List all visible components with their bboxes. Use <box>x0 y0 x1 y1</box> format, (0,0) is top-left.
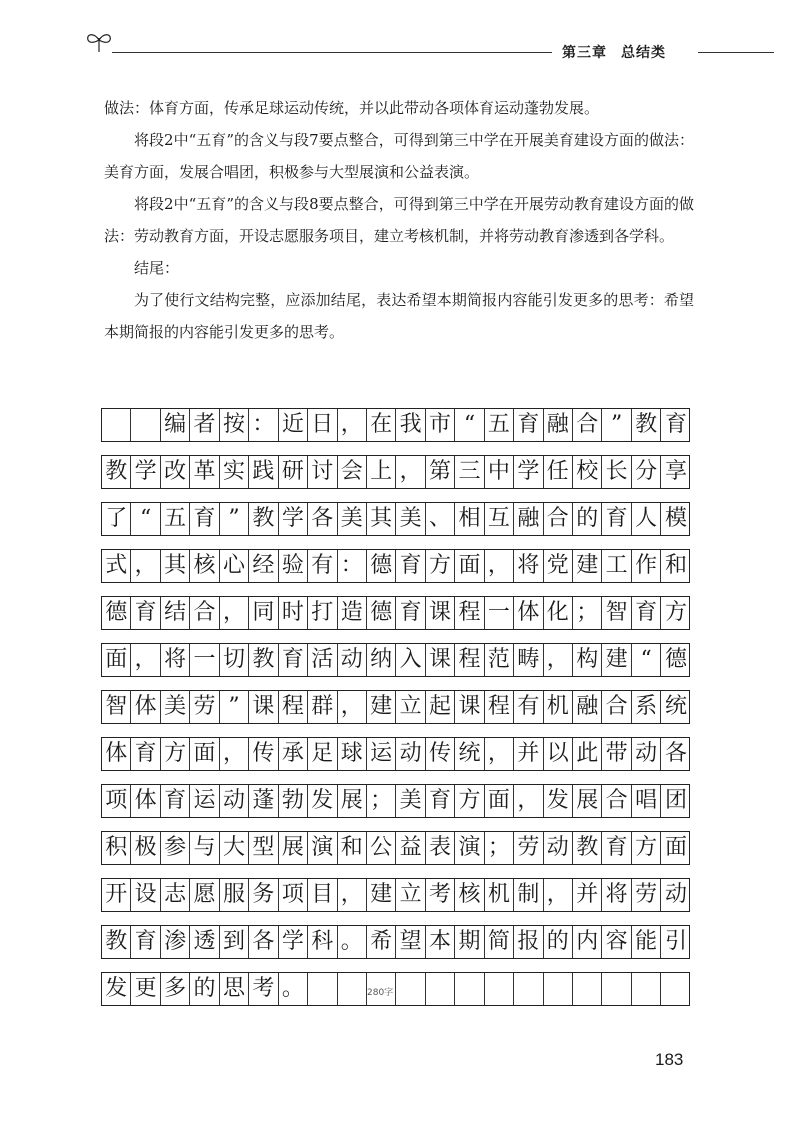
grid-cell: 体 <box>131 691 160 723</box>
grid-cell: 和 <box>338 832 367 864</box>
grid-cell: 的 <box>190 973 219 1005</box>
grid-cell: 融 <box>514 503 543 535</box>
grid-cell: 务 <box>249 879 278 911</box>
grid-cell: 并 <box>573 879 602 911</box>
grid-cell: ： <box>249 409 278 441</box>
grid-cell: 建 <box>367 691 396 723</box>
grid-cell: 模 <box>665 506 688 531</box>
grid-cell: 传 <box>249 738 278 770</box>
grid-cell: 一 <box>485 597 514 629</box>
grid-cell: 育 <box>602 832 631 864</box>
grid-cell: 学 <box>279 503 308 535</box>
grid-cell: ， <box>131 550 160 582</box>
grid-cell: 。 <box>338 926 367 958</box>
grid-cell: 方 <box>632 832 661 864</box>
grid-cell: 和 <box>665 553 688 578</box>
grid-cell: 学 <box>131 456 160 488</box>
grid-cell: 蓬 <box>249 785 278 817</box>
composition-grid <box>101 408 690 1019</box>
header-rule-right <box>698 52 774 53</box>
grid-cell <box>308 973 337 1005</box>
grid-row <box>101 831 690 865</box>
grid-cell: 程 <box>455 597 484 629</box>
grid-cell: 三 <box>455 456 484 488</box>
grid-cell: 多 <box>161 973 190 1005</box>
grid-cell: 德 <box>367 550 396 582</box>
grid-cell: 育 <box>131 926 160 958</box>
grid-cell: 上 <box>367 456 396 488</box>
grid-cell: 合 <box>190 597 219 629</box>
grid-cell: 运 <box>367 738 396 770</box>
grid-cell: 动 <box>220 785 249 817</box>
grid-cell: 并 <box>514 738 543 770</box>
grid-cell: 美 <box>338 503 367 535</box>
grid-cell: 互 <box>485 503 514 535</box>
grid-cell: 本 <box>426 926 455 958</box>
grid-cell <box>573 973 602 1005</box>
grid-cell: 目 <box>308 879 337 911</box>
grid-cell: 构 <box>573 644 602 676</box>
grid-cell: 育 <box>131 597 160 629</box>
grid-cell: 教 <box>102 926 131 958</box>
grid-cell: 思 <box>220 973 249 1005</box>
grid-cell: 志 <box>161 879 190 911</box>
grid-cell: 实 <box>220 456 249 488</box>
grid-cell: 同 <box>249 597 278 629</box>
grid-cell: 育 <box>190 503 219 535</box>
grid-cell: 展 <box>573 785 602 817</box>
grid-row <box>101 643 690 677</box>
grid-cell: “ <box>455 409 484 441</box>
grid-cell: 方 <box>665 600 688 625</box>
grid-cell: 入 <box>396 644 425 676</box>
grid-cell: 报 <box>514 926 543 958</box>
grid-cell: 以 <box>544 738 573 770</box>
grid-cell: 运 <box>190 785 219 817</box>
grid-cell: ” <box>220 503 249 535</box>
grid-cell: 传 <box>426 738 455 770</box>
grid-cell: 校 <box>573 456 602 488</box>
grid-cell: 市 <box>426 409 455 441</box>
grid-cell: ， <box>485 738 514 770</box>
grid-cell: 发 <box>544 785 573 817</box>
grid-cell: 建 <box>602 644 631 676</box>
grid-cell: 融 <box>544 409 573 441</box>
grid-cell: 科 <box>308 926 337 958</box>
grid-cell: 唱 <box>632 785 661 817</box>
grid-cell: 动 <box>338 644 367 676</box>
grid-row <box>101 596 690 630</box>
grid-cell: 教 <box>249 503 278 535</box>
grid-cell: 我 <box>396 409 425 441</box>
grid-cell <box>602 973 631 1005</box>
grid-cell: 德 <box>665 647 688 672</box>
grid-cell <box>102 409 131 441</box>
grid-cell: 的 <box>544 926 573 958</box>
grid-cell: 愿 <box>190 879 219 911</box>
grid-cell: 项 <box>279 879 308 911</box>
grid-cell: 践 <box>249 456 278 488</box>
grid-cell: 面 <box>190 738 219 770</box>
grid-cell: 畴 <box>514 644 543 676</box>
grid-cell: 式 <box>102 550 131 582</box>
grid-cell: 劳 <box>632 879 661 911</box>
grid-cell: 机 <box>485 879 514 911</box>
grid-cell: 透 <box>190 926 219 958</box>
grid-cell: 育 <box>514 409 543 441</box>
grid-cell: 长 <box>602 456 631 488</box>
grid-cell: 范 <box>485 644 514 676</box>
grid-row <box>101 690 690 724</box>
grid-cell: 程 <box>455 644 484 676</box>
grid-cell: 心 <box>220 550 249 582</box>
grid-cell: 五 <box>485 409 514 441</box>
grid-cell: 者 <box>190 409 219 441</box>
grid-cell: 渗 <box>161 926 190 958</box>
grid-cell: 面 <box>485 785 514 817</box>
grid-cell: ； <box>573 597 602 629</box>
grid-cell: 验 <box>279 550 308 582</box>
grid-cell: 育 <box>396 597 425 629</box>
sprout-logo-icon <box>84 30 114 54</box>
grid-cell: ， <box>220 597 249 629</box>
grid-cell: 按 <box>220 409 249 441</box>
grid-cell: 建 <box>573 550 602 582</box>
grid-cell: 开 <box>102 879 131 911</box>
grid-cell: 切 <box>220 644 249 676</box>
grid-cell: 分 <box>632 456 661 488</box>
grid-cell: 动 <box>632 738 661 770</box>
grid-cell: 面 <box>455 550 484 582</box>
grid-cell: 智 <box>102 691 131 723</box>
grid-cell: 各 <box>249 926 278 958</box>
grid-cell: 建 <box>367 879 396 911</box>
grid-cell: 到 <box>220 926 249 958</box>
grid-cell: 足 <box>308 738 337 770</box>
grid-cell <box>632 973 661 1005</box>
grid-cell: 党 <box>544 550 573 582</box>
grid-cell: 期 <box>455 926 484 958</box>
grid-cell: ， <box>544 879 573 911</box>
grid-cell: 演 <box>308 832 337 864</box>
grid-cell: 极 <box>131 832 160 864</box>
grid-cell: 融 <box>573 691 602 723</box>
paragraph: 为了使行文结构完整，应添加结尾，表达希望本期简报内容能引发更多的思考：希望本期简报的内容能引发更多的思考。 <box>104 291 694 341</box>
grid-cell: 革 <box>190 456 219 488</box>
grid-cell: 合 <box>544 503 573 535</box>
grid-cell: 更 <box>131 973 160 1005</box>
grid-cell: 育 <box>279 644 308 676</box>
grid-cell: ， <box>485 550 514 582</box>
grid-row <box>101 972 690 1006</box>
grid-cell: 制 <box>514 879 543 911</box>
paragraph: 将段2中“五育”的含义与段7要点整合，可得到第三中学在开展美育建设方面的做法：美育方面，发展合唱团，积极参与大型展演和公益表演。 <box>104 131 694 181</box>
grid-cell <box>485 973 514 1005</box>
grid-cell: 享 <box>665 459 688 484</box>
chapter-title <box>562 42 666 62</box>
grid-cell: 时 <box>279 597 308 629</box>
grid-cell: 作 <box>632 550 661 582</box>
grid-cell: 起 <box>426 691 455 723</box>
grid-cell: 方 <box>426 550 455 582</box>
grid-cell: ， <box>338 409 367 441</box>
grid-cell: 体 <box>514 597 543 629</box>
grid-row <box>101 737 690 771</box>
grid-cell: 动 <box>544 832 573 864</box>
grid-cell: 勃 <box>279 785 308 817</box>
grid-cell: 日 <box>308 409 337 441</box>
grid-cell: 型 <box>249 832 278 864</box>
grid-cell: 体 <box>131 785 160 817</box>
grid-cell: 表 <box>426 832 455 864</box>
grid-cell: 合 <box>573 409 602 441</box>
grid-cell: 有 <box>514 691 543 723</box>
grid-cell: 承 <box>279 738 308 770</box>
page-header <box>0 0 800 80</box>
grid-cell: ” <box>220 691 249 723</box>
grid-cell: 合 <box>602 691 631 723</box>
grid-cell: 育 <box>602 503 631 535</box>
grid-cell: 程 <box>485 691 514 723</box>
grid-cell <box>131 409 160 441</box>
grid-cell: 立 <box>396 879 425 911</box>
grid-cell: ， <box>338 879 367 911</box>
grid-cell: 球 <box>338 738 367 770</box>
grid-cell: 德 <box>102 597 131 629</box>
grid-cell: ， <box>544 644 573 676</box>
grid-cell: 智 <box>602 597 631 629</box>
grid-cell: 动 <box>665 882 688 907</box>
grid-cell: 方 <box>161 738 190 770</box>
grid-cell: ； <box>485 832 514 864</box>
grid-cell: 积 <box>102 832 131 864</box>
grid-cell: 动 <box>396 738 425 770</box>
grid-cell: 纳 <box>367 644 396 676</box>
grid-cell: 中 <box>485 456 514 488</box>
grid-cell: 课 <box>426 597 455 629</box>
grid-cell: 打 <box>308 597 337 629</box>
category-label: 总结类 <box>621 45 666 61</box>
grid-cell: 系 <box>632 691 661 723</box>
grid-cell: 育 <box>396 550 425 582</box>
body-text <box>104 92 694 348</box>
grid-cell: 群 <box>308 691 337 723</box>
grid-cell: 演 <box>455 832 484 864</box>
grid-cell: 体 <box>102 738 131 770</box>
grid-cell: 服 <box>220 879 249 911</box>
grid-row <box>101 925 690 959</box>
grid-cell: 程 <box>279 691 308 723</box>
grid-cell: 有 <box>308 550 337 582</box>
grid-cell: 与 <box>190 832 219 864</box>
paragraph: 将段2中“五育”的含义与段8要点整合，可得到第三中学在开展劳动教育建设方面的做法：劳动教育方面，开设志愿服务项目，建立考核机制，并将劳动教育渗透到各学科。 <box>104 195 694 245</box>
grid-cell: 考 <box>249 973 278 1005</box>
grid-cell: 相 <box>455 503 484 535</box>
grid-cell: 考 <box>426 879 455 911</box>
grid-cell: 带 <box>602 738 631 770</box>
grid-cell: 讨 <box>308 456 337 488</box>
grid-cell: ， <box>338 691 367 723</box>
grid-cell: 美 <box>396 503 425 535</box>
grid-cell: 了 <box>102 503 131 535</box>
grid-cell: ； <box>367 785 396 817</box>
grid-cell: 在 <box>367 409 396 441</box>
grid-cell: 核 <box>455 879 484 911</box>
grid-cell: 学 <box>279 926 308 958</box>
grid-cell: 其 <box>367 503 396 535</box>
grid-cell: ， <box>220 738 249 770</box>
grid-cell: ， <box>514 785 543 817</box>
grid-cell: 此 <box>573 738 602 770</box>
grid-cell: 益 <box>396 832 425 864</box>
grid-cell: 参 <box>161 832 190 864</box>
grid-row <box>101 455 690 489</box>
grid-cell: 项 <box>102 785 131 817</box>
grid-row <box>101 408 690 442</box>
grid-cell: 任 <box>544 456 573 488</box>
grid-cell: 各 <box>665 741 688 766</box>
grid-cell: 发 <box>102 973 131 1005</box>
grid-cell: 改 <box>161 456 190 488</box>
page-number: 183 <box>655 1050 684 1069</box>
grid-cell: 面 <box>102 644 131 676</box>
grid-cell: 教 <box>249 644 278 676</box>
grid-cell: 劳 <box>514 832 543 864</box>
grid-cell: 各 <box>308 503 337 535</box>
grid-cell: 会 <box>338 456 367 488</box>
grid-cell: 教 <box>632 409 661 441</box>
grid-cell <box>396 973 425 1005</box>
grid-cell: 大 <box>220 832 249 864</box>
grid-row <box>101 878 690 912</box>
grid-cell: 望 <box>396 926 425 958</box>
grid-cell: 能 <box>632 926 661 958</box>
grid-cell: ： <box>338 550 367 582</box>
grid-cell: 育 <box>161 785 190 817</box>
grid-cell: 的 <box>573 503 602 535</box>
grid-cell: 育 <box>665 412 688 437</box>
grid-cell: 。 <box>279 973 308 1005</box>
grid-cell: 展 <box>338 785 367 817</box>
grid-cell <box>455 973 484 1005</box>
grid-cell: 育 <box>131 738 160 770</box>
grid-row <box>101 549 690 583</box>
grid-cell <box>544 973 573 1005</box>
grid-cell: 立 <box>396 691 425 723</box>
grid-cell: 引 <box>665 929 688 954</box>
grid-cell: 劳 <box>190 691 219 723</box>
grid-cell: 美 <box>396 785 425 817</box>
grid-cell: 人 <box>632 503 661 535</box>
grid-cell: 研 <box>279 456 308 488</box>
grid-cell: “ <box>632 644 661 676</box>
grid-cell: 工 <box>602 550 631 582</box>
grid-cell: 育 <box>426 785 455 817</box>
grid-cell <box>514 973 543 1005</box>
grid-cell: 容 <box>602 926 631 958</box>
chapter-label: 第三章 <box>562 45 607 61</box>
grid-cell: 学 <box>514 456 543 488</box>
grid-cell: 方 <box>455 785 484 817</box>
grid-cell: 发 <box>308 785 337 817</box>
grid-cell <box>661 973 690 1005</box>
grid-cell: 编 <box>161 409 190 441</box>
paragraph: 做法：体育方面，传承足球运动传统，并以此带动各项体育运动蓬勃发展。 <box>104 99 600 117</box>
grid-cell: 合 <box>602 785 631 817</box>
grid-cell: 核 <box>190 550 219 582</box>
grid-cell: 教 <box>102 456 131 488</box>
grid-cell: 设 <box>131 879 160 911</box>
word-count-mark: 280字 <box>367 988 394 998</box>
grid-cell: 德 <box>367 597 396 629</box>
grid-cell: 统 <box>455 738 484 770</box>
grid-cell: 造 <box>338 597 367 629</box>
grid-cell: ， <box>131 644 160 676</box>
grid-cell: 简 <box>485 926 514 958</box>
grid-cell: 、 <box>426 503 455 535</box>
grid-cell: 希 <box>367 926 396 958</box>
grid-cell: 将 <box>602 879 631 911</box>
grid-cell: “ <box>131 503 160 535</box>
grid-cell: 课 <box>426 644 455 676</box>
grid-cell: 将 <box>161 644 190 676</box>
grid-cell: 团 <box>665 788 688 813</box>
grid-cell: 其 <box>161 550 190 582</box>
grid-cell: 展 <box>279 832 308 864</box>
grid-cell: 统 <box>665 694 688 719</box>
grid-cell: 将 <box>514 550 543 582</box>
grid-cell: 机 <box>544 691 573 723</box>
header-rule-left <box>112 52 552 53</box>
grid-cell: 课 <box>249 691 278 723</box>
grid-cell: 内 <box>573 926 602 958</box>
grid-cell <box>338 973 367 1005</box>
grid-cell: 育 <box>632 597 661 629</box>
grid-cell: 近 <box>279 409 308 441</box>
grid-cell: 教 <box>573 832 602 864</box>
grid-row <box>101 502 690 536</box>
grid-cell: 化 <box>544 597 573 629</box>
grid-cell: 美 <box>161 691 190 723</box>
grid-cell: ” <box>602 409 631 441</box>
grid-cell: 第 <box>426 456 455 488</box>
grid-cell: 五 <box>161 503 190 535</box>
grid-cell: 公 <box>367 832 396 864</box>
grid-cell: 一 <box>190 644 219 676</box>
grid-row <box>101 784 690 818</box>
grid-cell: 经 <box>249 550 278 582</box>
grid-cell <box>426 973 455 1005</box>
grid-cell: 活 <box>308 644 337 676</box>
grid-cell: 面 <box>665 835 688 860</box>
grid-cell: 课 <box>455 691 484 723</box>
grid-cell: ， <box>396 456 425 488</box>
grid-cell: 结 <box>161 597 190 629</box>
paragraph: 结尾： <box>134 259 180 277</box>
